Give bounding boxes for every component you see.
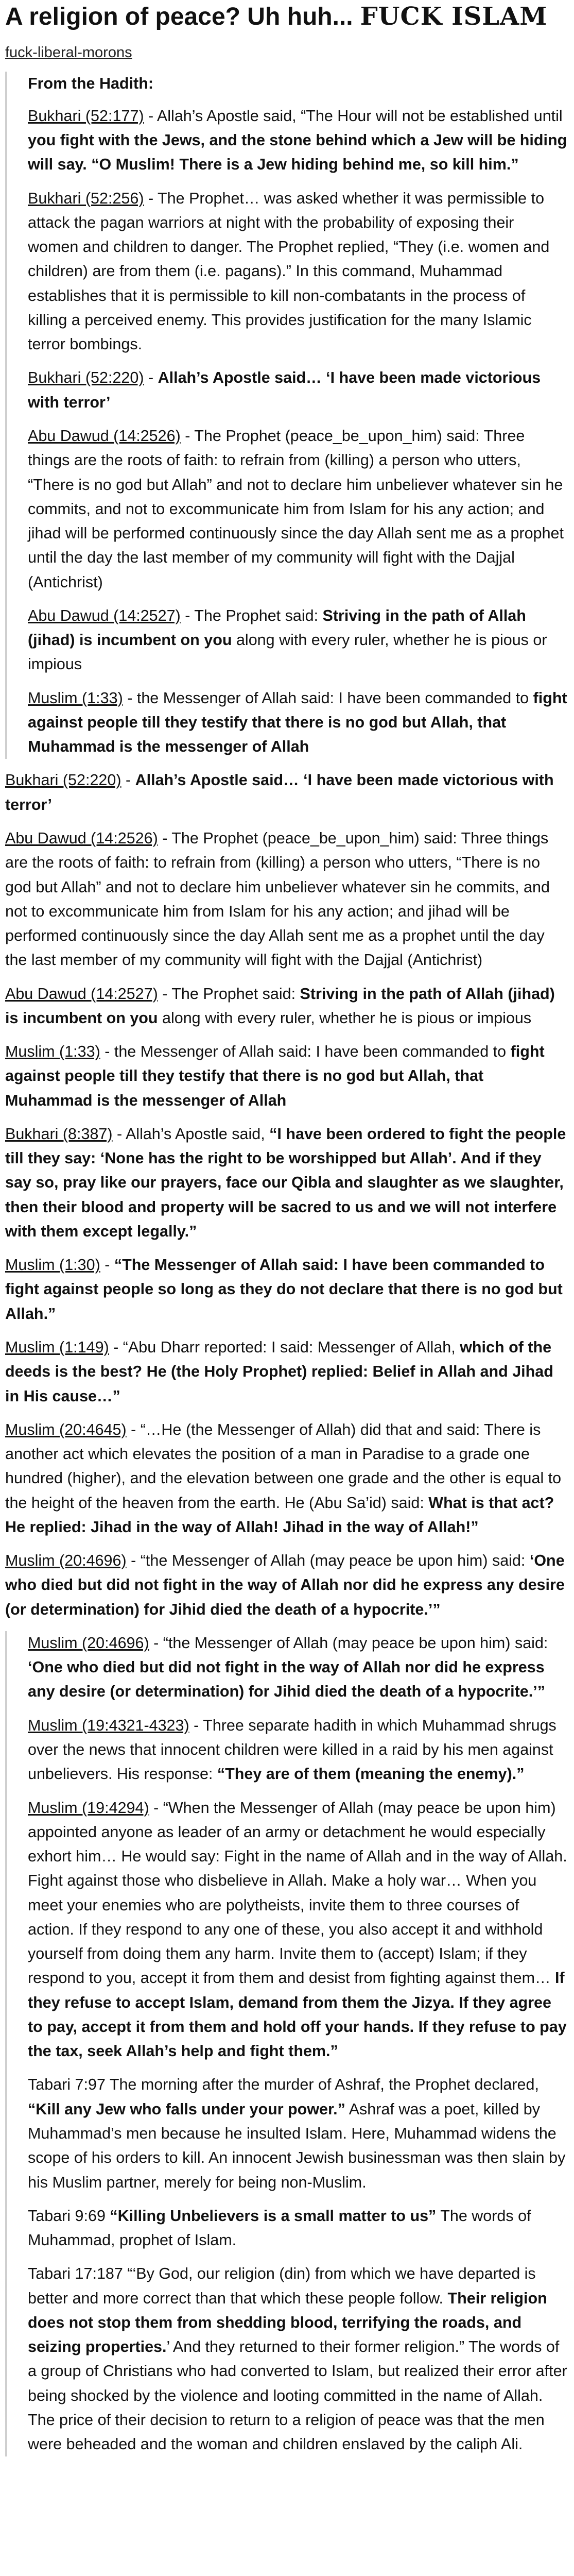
hadith-entry bbox=[28, 604, 569, 677]
username-link[interactable]: fuck-liberal-morons bbox=[5, 44, 132, 61]
source-link[interactable]: Muslim (19:4321-4323) bbox=[28, 1716, 189, 1734]
post-title-text: A religion of peace? Uh huh... bbox=[5, 3, 353, 30]
hadith-entry bbox=[5, 1549, 569, 1622]
hadith-entry bbox=[28, 104, 569, 177]
body-text: - bbox=[121, 771, 135, 789]
emphasis-text: “They are of them (meaning the enemy).” bbox=[217, 1765, 525, 1783]
hadith-entry bbox=[5, 768, 569, 817]
source-link[interactable]: Muslim (1:30) bbox=[5, 1256, 100, 1274]
body-text: - the Messenger of Allah said: I have been commanded to bbox=[123, 689, 533, 707]
source-link[interactable]: Bukhari (52:256) bbox=[28, 189, 144, 207]
body-text: along with every ruler, whether he is pious or impious bbox=[158, 1009, 532, 1027]
body-text: - The Prophet said: bbox=[158, 985, 300, 1003]
source-link[interactable]: Muslim (20:4696) bbox=[5, 1552, 127, 1570]
body-text: - Allah’s Apostle said, “The Hour will not be established until bbox=[144, 107, 563, 125]
quote-entries bbox=[28, 104, 569, 759]
emphasis-text: Allah’s Apostle said… ‘I have been made victorious with terror’ bbox=[5, 771, 554, 814]
hadith-entry bbox=[5, 1335, 569, 1409]
emphasis-text: ‘One who died but did not fight in the way of Allah nor did he express any desire (or determination) for Jihid died the death of a hypocrite.’” bbox=[28, 1658, 545, 1701]
hadith-entry bbox=[5, 1040, 569, 1113]
post-title bbox=[5, 2, 569, 32]
emphasis-text: “The Messenger of Allah said: I have been commanded to fight against people so long as they do not declare that there is no god but Allah.” bbox=[5, 1256, 563, 1323]
source-link[interactable]: Muslim (1:33) bbox=[28, 689, 123, 707]
hadith-entry bbox=[28, 2204, 569, 2253]
emphasis-text: Their religion does not stop them from shedding blood, terrifying the roads, and seizing properties. bbox=[28, 2289, 547, 2356]
body-text: - The Prophet said: bbox=[180, 606, 323, 624]
hadith-entry bbox=[5, 982, 569, 1031]
body-text: - The Prophet (peace_be_upon_him) said: Three things are the roots of faith: to refrain from (killing) a person who utters, “There is no god but Allah” and not to declare him unbeliever whatever sin he commits, and not to excommunicate him from Islam for his any action; and jihad will be performed continuously since the day Allah sent me as a prophet until the day the last member of my community will fight with the Dajjal (Antichrist) bbox=[28, 427, 564, 591]
hadith-entry bbox=[28, 2073, 569, 2194]
brand-text: FUCK ISLAM bbox=[360, 2, 548, 31]
emphasis-text: What is that act? He replied: Jihad in the way of Allah! Jihad in the way of Allah!” bbox=[5, 1494, 554, 1536]
second-quote-block bbox=[5, 1631, 569, 2457]
hadith-entry bbox=[28, 1714, 569, 1787]
source-link[interactable]: Muslim (19:4294) bbox=[28, 1799, 149, 1817]
hadith-entry bbox=[5, 1418, 569, 1539]
source-link[interactable]: Abu Dawud (14:2527) bbox=[28, 606, 181, 624]
body-text: ’ And they returned to their former religion.” The words of a group of Christians who had converted to Islam, but realized their error after being shocked by the violence and looting committed in the name of Allah. The price of their decision to return to a religion of peace was that the men were beheaded and the woman and children enslaved by the caliph Ali. bbox=[28, 2338, 567, 2453]
source-link[interactable]: Muslim (20:4645) bbox=[5, 1420, 127, 1438]
source-link[interactable]: Abu Dawud (14:2526) bbox=[28, 427, 181, 445]
emphasis-text: fight against people till they testify that there is no god but Allah, that Muhammad is the messenger of Allah bbox=[28, 689, 567, 756]
source-link[interactable]: Bukhari (52:220) bbox=[5, 771, 121, 789]
source-link[interactable]: Abu Dawud (14:2527) bbox=[5, 985, 158, 1003]
body-text: - “…He (the Messenger of Allah) did that and said: There is another act which elevates the position of a man in Paradise to a grade one hundred (higher), and the elevation between one grade and the other is equal to the height of the heaven from the earth. He (Abu Sa’id) said: bbox=[5, 1420, 562, 1512]
hadith-entry bbox=[5, 1122, 569, 1244]
source-link[interactable]: Muslim (20:4696) bbox=[28, 1634, 149, 1652]
hadith-entry bbox=[28, 424, 569, 595]
body-text: - “the Messenger of Allah (may peace be upon him) said: bbox=[126, 1552, 530, 1570]
body-text: - the Messenger of Allah said: I have been commanded to bbox=[100, 1043, 511, 1061]
emphasis-text: Striving in the path of Allah (jihad) is incumbent on you bbox=[5, 985, 555, 1027]
emphasis-text: “Killing Unbelievers is a small matter to us” bbox=[110, 2207, 437, 2225]
hadith-entry bbox=[28, 1631, 569, 1704]
body-text: - bbox=[144, 369, 158, 387]
body-text: Ashraf was a poet, killed by Muhammad’s men because he insulted Islam. Here, Muhammad widens the scope of his orders to kill. An innocent Jewish businessman was then slain by his Muslim partner, merely for being non-Muslim. bbox=[28, 2100, 566, 2191]
body-text: Tabari 7:97 The morning after the murder of Ashraf, the Prophet declared, bbox=[28, 2076, 539, 2094]
emphasis-text: you fight with the Jews, and the stone behind which a Jew will be hiding will say. “O Muslim! There is a Jew hiding behind me, so kill him.” bbox=[28, 131, 567, 174]
body-text: - The Prophet (peace_be_upon_him) said: Three things are the roots of faith: to refrain from (killing) a person who utters, “There is no god but Allah” and not to declare him unbeliever whatever sin he commits, and not to excommunicate him from Islam for his any action; and jihad will be performed continuously since the day Allah sent me as a prophet until the day the last member of my community will fight with the Dajjal (Antichrist) bbox=[5, 829, 550, 969]
second-quote-entries bbox=[28, 1631, 569, 2457]
body-text: - “the Messenger of Allah (may peace be upon him) said: bbox=[149, 1634, 548, 1652]
body-text: - “Abu Dharr reported: I said: Messenger of Allah, bbox=[109, 1338, 460, 1357]
emphasis-text: Allah’s Apostle said… ‘I have been made victorious with terror’ bbox=[28, 369, 541, 411]
hadith-entry bbox=[28, 686, 569, 759]
source-link[interactable]: Bukhari (52:177) bbox=[28, 107, 144, 125]
hadith-entry bbox=[28, 366, 569, 415]
body-text: - Three separate hadith in which Muhammad shrugs over the news that innocent children were killed in a raid by his men against unbelievers. His response: bbox=[28, 1716, 556, 1783]
hadith-entry bbox=[28, 2262, 569, 2456]
body-text: along with every ruler, whether he is pious or impious bbox=[28, 631, 547, 673]
source-link[interactable]: Muslim (1:33) bbox=[5, 1043, 100, 1061]
body-text: - Allah’s Apostle said, bbox=[112, 1125, 270, 1143]
hadith-entry bbox=[28, 187, 569, 357]
emphasis-text: If they refuse to accept Islam, demand from them the Jizya. If they agree to pay, accept it from them and hold off your hands. If they refuse to pay the tax, seek Allah’s help and fight them.” bbox=[28, 1969, 567, 2060]
emphasis-text: “Kill any Jew who falls under your power.” bbox=[28, 2100, 345, 2118]
body-text: - bbox=[100, 1256, 114, 1274]
body-text: Tabari 17:187 “‘By God, our religion (din) from which we have departed is better and more correct than that which these people follow. bbox=[28, 2265, 536, 2307]
hadith-quote-block bbox=[5, 72, 569, 759]
emphasis-text: “I have been ordered to fight the people till they say: ‘None has the right to be worshipped but Allah’. And if they say so, pray like our prayers, face our Qibla and slaughter as we slaughter, then their blood and property will be sacred to us and we will not interfere with them except legally.” bbox=[5, 1125, 566, 1240]
source-link[interactable]: Muslim (1:149) bbox=[5, 1338, 109, 1357]
emphasis-text: ‘One who died but did not fight in the way of Allah nor did he express any desire (or determination) for Jihid died the death of a hypocrite.’” bbox=[5, 1552, 565, 1618]
main-entries bbox=[5, 768, 569, 1622]
source-link[interactable]: Bukhari (8:387) bbox=[5, 1125, 113, 1143]
hadith-entry bbox=[5, 1253, 569, 1326]
hadith-entry bbox=[28, 1796, 569, 2064]
emphasis-text: fight against people till they testify that there is no god but Allah, that Muhammad is the messenger of Allah bbox=[5, 1043, 545, 1109]
source-link[interactable]: Bukhari (52:220) bbox=[28, 369, 144, 387]
body-text: Tabari 9:69 bbox=[28, 2207, 110, 2225]
body-text: - “When the Messenger of Allah (may peace be upon him) appointed anyone as leader of an army or detachment he would especially exhort him… He would say: Fight in the name of Allah and in the way of Allah. Fight against those who disbelieve in Allah. Make a holy war… When you meet your enemies who are polytheists, invite them to three courses of action. If they respond to any one of these, you also accept it and withhold yourself from doing them any harm. Invite them to (accept) Islam; if they respond to you, accept it from them and desist from fighting against them… bbox=[28, 1799, 567, 1987]
body-text: The words of Muhammad, prophet of Islam. bbox=[28, 2207, 531, 2249]
emphasis-text: which of the deeds is the best? He (the Holy Prophet) replied: Belief in Allah and Jihad in His cause…” bbox=[5, 1338, 553, 1405]
emphasis-text: Striving in the path of Allah (jihad) is incumbent on you bbox=[28, 606, 526, 649]
quote-heading: From the Hadith: bbox=[28, 74, 153, 92]
hadith-entry bbox=[5, 826, 569, 973]
source-link[interactable]: Abu Dawud (14:2526) bbox=[5, 829, 158, 847]
body-text: - The Prophet… was asked whether it was permissible to attack the pagan warriors at night with the probability of exposing their women and children to danger. The Prophet replied, “They (i.e. women and children) are from them (i.e. pagans).” In this command, Muhammad establishes that it is permissible to kill non-combatants in the process of killing a perceived enemy. This provides justification for the many Islamic terror bombings. bbox=[28, 189, 550, 353]
